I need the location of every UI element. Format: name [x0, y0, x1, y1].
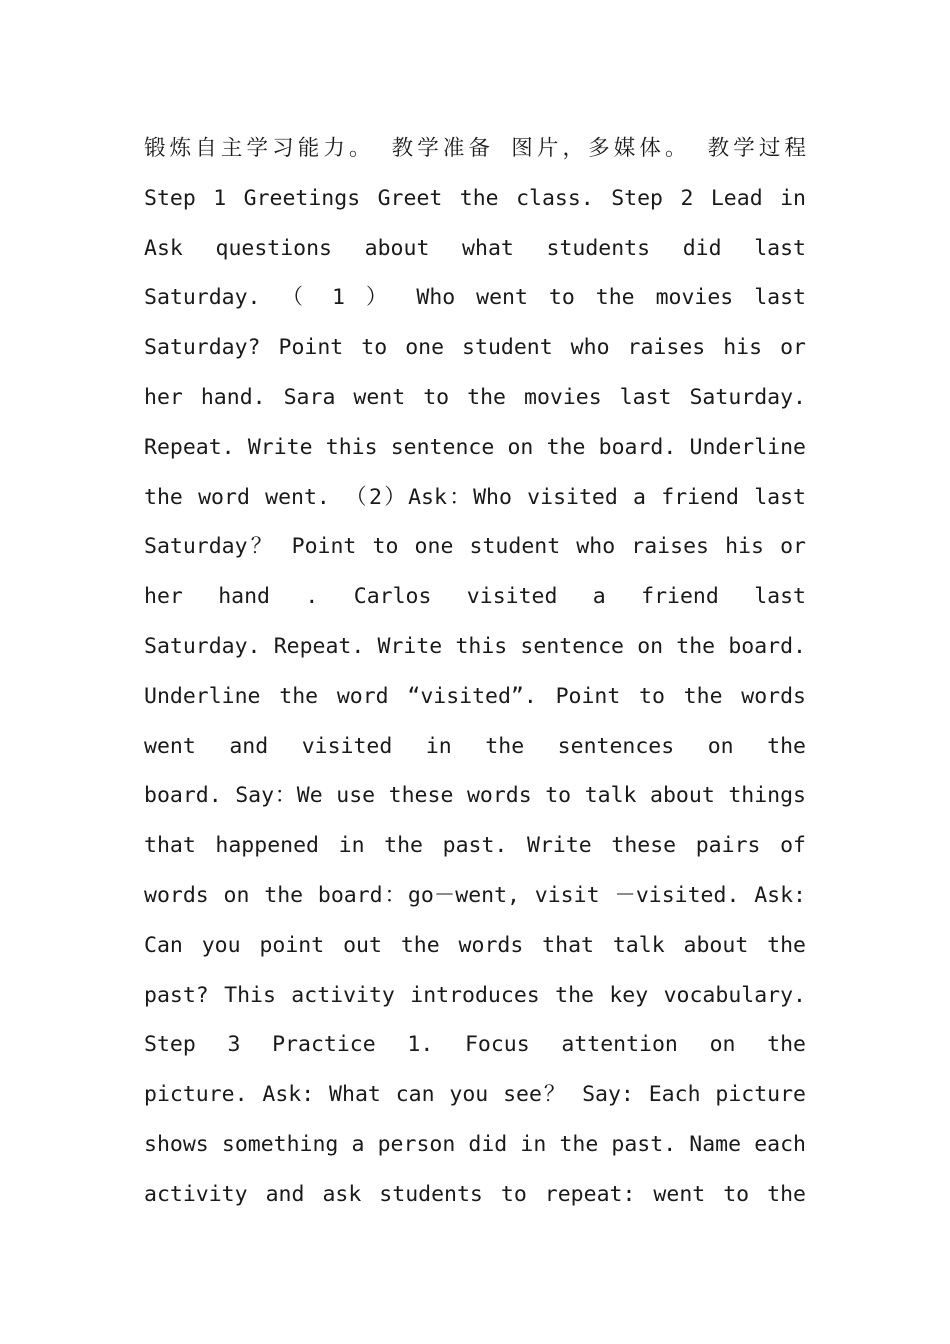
- text-line: picture. Ask: What can you see？ Say: Each picture: [144, 1082, 806, 1108]
- text-line: shows something a person did in the past. Name each: [144, 1131, 806, 1157]
- text-line: words on the board：go－went, visit －visited. Ask:: [144, 882, 806, 908]
- text-line: Saturday. Repeat. Write this sentence on the board.: [144, 633, 806, 659]
- text-line: went and visited in the sentences on the: [144, 733, 806, 759]
- text-line: past? This activity introduces the key vocabulary.: [144, 982, 806, 1008]
- text-line: Step 1 Greetings Greet the class. Step 2 Lead in: [144, 185, 806, 211]
- text-line: activity and ask students to repeat: went to the: [144, 1181, 806, 1207]
- text-line: 锻炼自主学习能力。 教学准备 图片，多媒体。 教学过程: [144, 136, 806, 161]
- text-line: Ask questions about what students did last: [144, 235, 806, 261]
- text-line: Step 3 Practice 1. Focus attention on the: [144, 1032, 806, 1058]
- text-line: Can you point out the words that talk about the: [144, 932, 806, 958]
- text-line: board. Say：We use these words to talk about things: [144, 783, 806, 809]
- text-line: Saturday. （ 1 ） Who went to the movies last: [144, 285, 806, 311]
- text-line: Saturday？ Point to one student who raises his or: [144, 534, 806, 560]
- text-line: that happened in the past. Write these pairs of: [144, 833, 806, 859]
- text-line: Saturday? Point to one student who raises his or: [144, 335, 806, 361]
- text-line: the word went. （2）Ask：Who visited a friend last: [144, 484, 806, 510]
- text-line: her hand . Carlos visited a friend last: [144, 584, 806, 610]
- text-line: Underline the word “visited”. Point to the words: [144, 683, 806, 709]
- text-line: her hand. Sara went to the movies last Saturday.: [144, 384, 806, 410]
- text-line: Repeat. Write this sentence on the board. Underline: [144, 434, 806, 460]
- body-text: [144, 124, 806, 1220]
